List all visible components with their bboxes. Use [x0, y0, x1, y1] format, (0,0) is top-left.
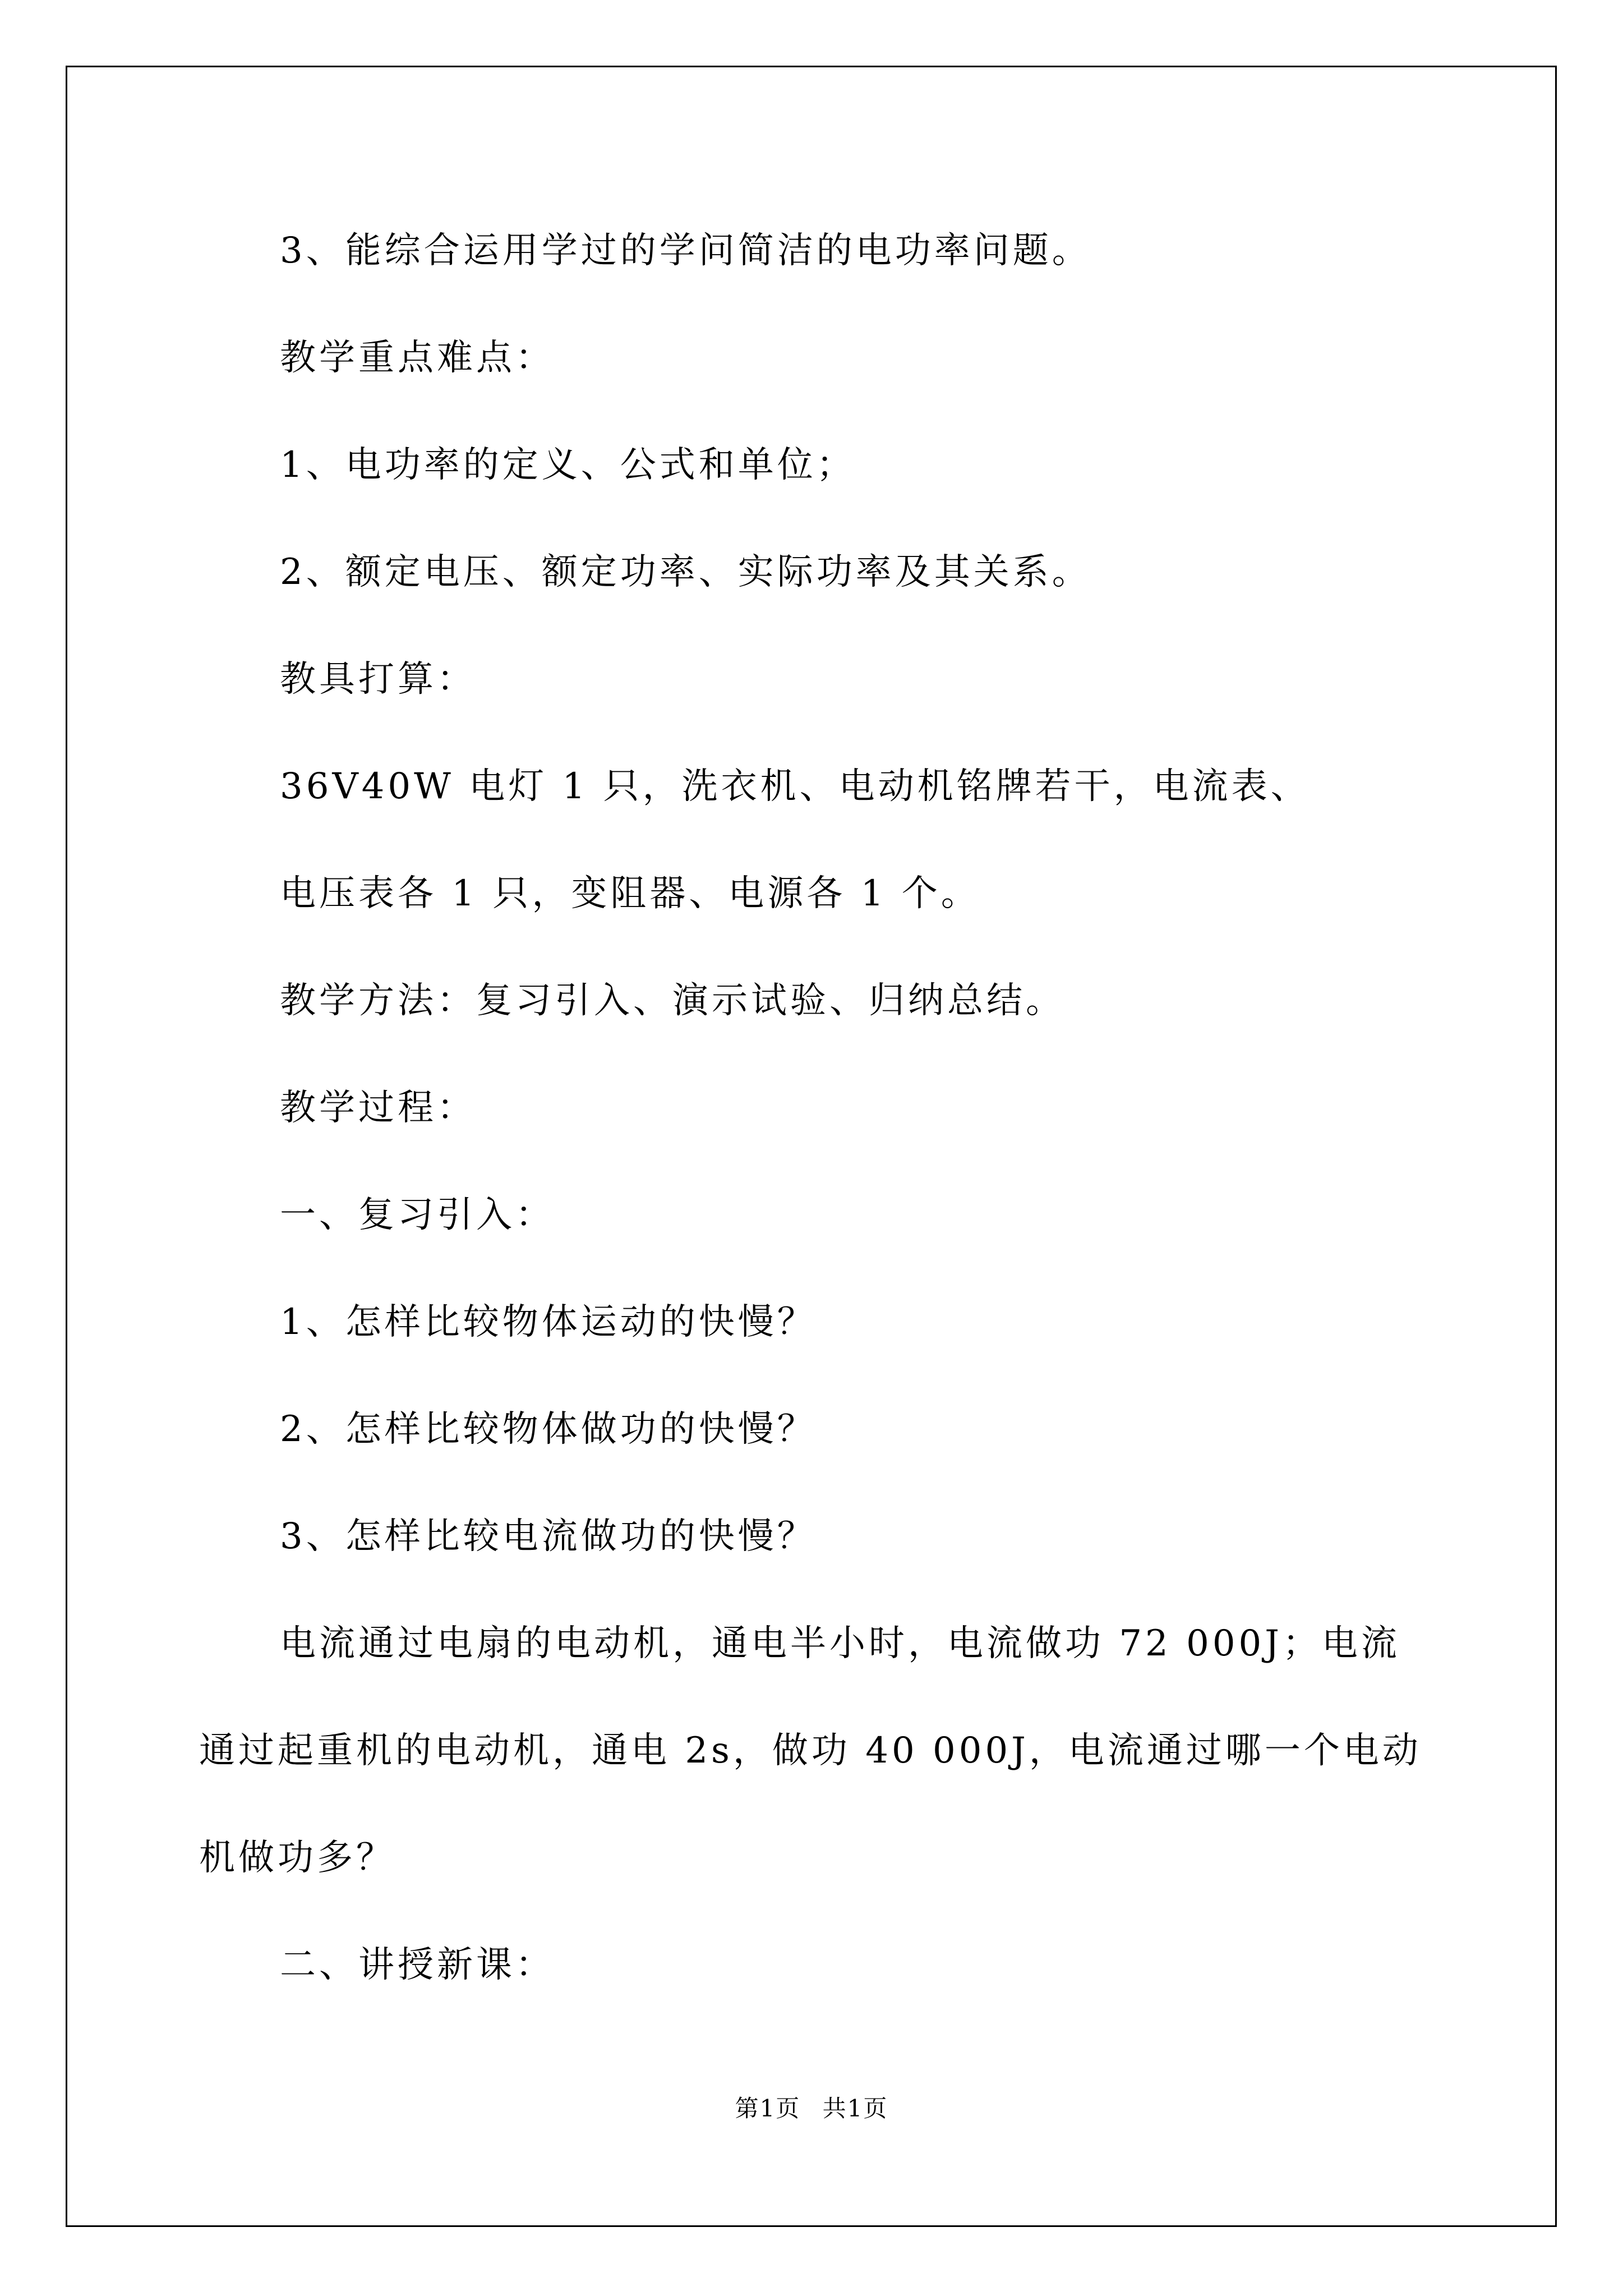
text-line: 1、怎样比较物体运动的快慢？	[280, 1301, 817, 1343]
section-heading: 二、讲授新课：	[280, 1944, 555, 1986]
page-total: 共1页	[822, 2095, 888, 2122]
text-line: 3、怎样比较电流做功的快慢？	[280, 1516, 817, 1557]
text-line: 1、电功率的定义、公式和单位；	[280, 444, 856, 486]
paragraph-line: 电流通过电扇的电动机，通电半小时，电流做功 72 000J；电流	[280, 1623, 1400, 1664]
text-line: 3、能综合运用学过的学问简洁的电功率问题。	[280, 230, 1091, 272]
section-heading: 一、复习引入：	[280, 1194, 555, 1236]
text-line: 2、怎样比较物体做功的快慢？	[280, 1409, 817, 1450]
paragraph-line: 机做功多？	[199, 1837, 395, 1879]
section-heading: 教学重点难点：	[280, 337, 555, 379]
paragraph-line: 通过起重机的电动机，通电 2s，做功 40 000J，电流通过哪一个电动	[199, 1730, 1422, 1772]
text-line: 36V40W 电灯 1 只，洗衣机、电动机铭牌若干，电流表、	[280, 766, 1310, 807]
page-footer	[0, 2093, 1623, 2124]
section-heading: 教学过程：	[280, 1087, 476, 1129]
section-heading: 教具打算：	[280, 659, 476, 700]
text-line: 教学方法：复习引入、演示试验、归纳总结。	[280, 980, 1065, 1022]
text-line: 2、额定电压、额定功率、实际功率及其关系。	[280, 551, 1091, 593]
text-line: 电压表各 1 只，变阻器、电源各 1 个。	[280, 873, 980, 914]
page-number: 第1页	[735, 2095, 801, 2122]
